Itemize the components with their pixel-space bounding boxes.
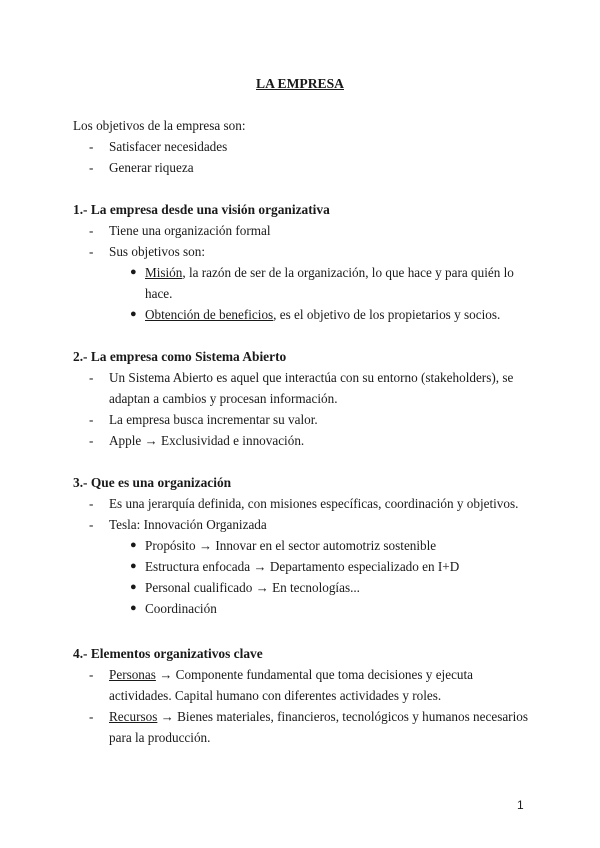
dot-bullet: ● xyxy=(130,308,137,320)
list-item xyxy=(73,409,533,430)
sub-list-item xyxy=(73,577,533,598)
dot-bullet: ● xyxy=(130,602,137,614)
list-item xyxy=(73,220,533,241)
list-item xyxy=(73,664,533,706)
term-mision: Misión xyxy=(145,265,183,280)
dash-bullet: - xyxy=(89,223,94,238)
list-item-text: Tiene una organización formal xyxy=(109,223,271,238)
dash-bullet: - xyxy=(89,412,94,427)
sub-list-item-text: Personal cualificado → En tecnologías... xyxy=(145,580,360,595)
list-item xyxy=(73,706,533,748)
term-description: , es el objetivo de los propietarios y socios. xyxy=(273,307,501,322)
sub-list-item xyxy=(73,262,533,304)
list-item-text: Es una jerarquía definida, con misiones específicas, coordinación y objetivos. xyxy=(109,496,519,511)
section-heading: 1.- La empresa desde una visión organizativa xyxy=(73,202,330,217)
list-item-text: Tesla: Innovación Organizada xyxy=(109,517,267,532)
section-4 xyxy=(73,643,533,748)
sub-list-item xyxy=(73,304,533,325)
list-item xyxy=(73,493,533,514)
intro-section xyxy=(73,115,533,178)
term-description: → Componente fundamental que toma decisiones y ejecuta actividades. Capital humano con diferentes actividades y roles. xyxy=(109,667,474,703)
list-item xyxy=(73,157,533,178)
dash-bullet: - xyxy=(89,370,94,385)
section-2 xyxy=(73,346,533,451)
list-item xyxy=(73,136,533,157)
list-item xyxy=(73,514,533,535)
term-personas: Personas xyxy=(109,667,156,682)
sub-list-item-text: Estructura enfocada → Departamento especializado en I+D xyxy=(145,559,460,574)
term-recursos: Recursos xyxy=(109,709,158,724)
dot-bullet: ● xyxy=(130,560,137,572)
term-description: , la razón de ser de la organización, lo que hace y para quién lo hace. xyxy=(145,265,514,301)
page-title: LA EMPRESA xyxy=(256,76,344,91)
list-item xyxy=(73,367,533,409)
section-heading: 3.- Que es una organización xyxy=(73,475,232,490)
list-item-text: Un Sistema Abierto es aquel que interactúa con su entorno (stakeholders), se adaptan a cambios y procesan información. xyxy=(109,370,514,406)
sub-list-item-text: Propósito → Innovar en el sector automotriz sostenible xyxy=(145,538,437,553)
dash-bullet: - xyxy=(89,709,94,724)
dash-bullet: - xyxy=(89,139,94,154)
list-item xyxy=(73,241,533,262)
list-item-text: La empresa busca incrementar su valor. xyxy=(109,412,318,427)
sub-list-item-text: Coordinación xyxy=(145,601,217,616)
list-item-text: Generar riqueza xyxy=(109,160,194,175)
dash-bullet: - xyxy=(89,517,94,532)
dash-bullet: - xyxy=(89,160,94,175)
intro-text: Los objetivos de la empresa son: xyxy=(73,118,246,133)
list-item-text: Satisfacer necesidades xyxy=(109,139,228,154)
sub-list-item xyxy=(73,556,533,577)
section-3 xyxy=(73,472,533,619)
term-beneficios: Obtención de beneficios xyxy=(145,307,274,322)
section-1 xyxy=(73,199,533,325)
dot-bullet: ● xyxy=(130,539,137,551)
list-item xyxy=(73,430,533,451)
sub-list-item xyxy=(73,535,533,556)
sub-list-item xyxy=(73,598,533,619)
dot-bullet: ● xyxy=(130,266,137,278)
dash-bullet: - xyxy=(89,433,94,448)
list-item-text: Apple → Exclusividad e innovación. xyxy=(109,433,305,448)
section-heading: 2.- La empresa como Sistema Abierto xyxy=(73,349,287,364)
list-item-text: Sus objetivos son: xyxy=(109,244,205,259)
page-number: 1 xyxy=(517,798,524,812)
dot-bullet: ● xyxy=(130,581,137,593)
term-description: → Bienes materiales, financieros, tecnológicos y humanos necesarios para la producción. xyxy=(109,709,528,745)
dash-bullet: - xyxy=(89,496,94,511)
dash-bullet: - xyxy=(89,667,94,682)
section-heading: 4.- Elementos organizativos clave xyxy=(73,646,263,661)
dash-bullet: - xyxy=(89,244,94,259)
